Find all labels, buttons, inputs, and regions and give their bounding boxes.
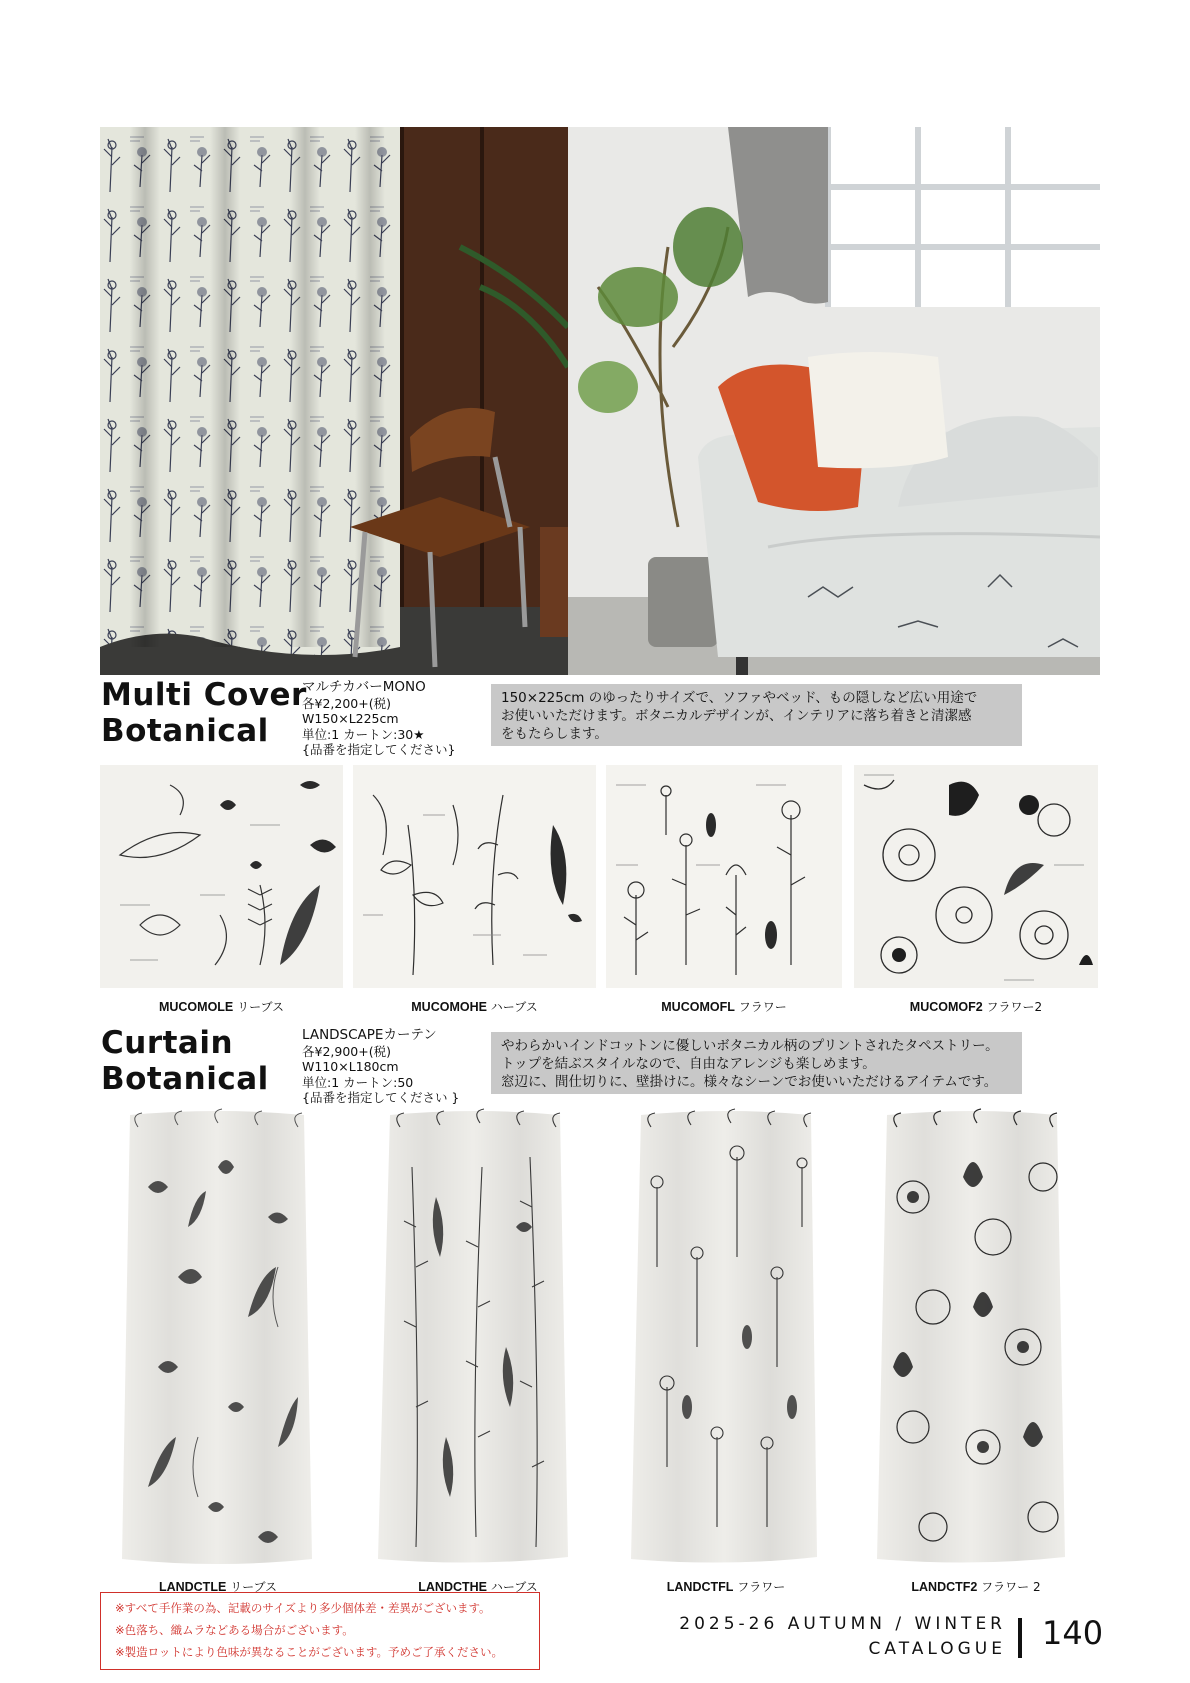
swatch-caption-flower2 <box>854 998 1098 1015</box>
section1-unit: 単位:1 カートン:30★ <box>302 726 425 742</box>
hero-photo-curtain-chair <box>100 127 568 675</box>
variant-code: MUCOMOF2 <box>909 1000 983 1014</box>
section1-title-line1: Multi Cover <box>101 677 307 713</box>
section1-description-line1: 150×225cm のゆったりサイズで、ソファやベッド、もの隠しなど広い用途で <box>501 690 978 706</box>
swatch-flower <box>606 765 842 988</box>
section2-title-line2: Botanical <box>101 1061 269 1097</box>
section1-description-line3: をもたらします。 <box>501 726 608 742</box>
section2-title-line1: Curtain <box>101 1025 234 1061</box>
swatch-caption-herbs <box>353 998 596 1015</box>
curtain-caption-flower <box>608 1578 844 1595</box>
section1-title-line2: Botanical <box>101 713 269 749</box>
section2-size: W110×L180cm <box>302 1059 399 1074</box>
page-divider <box>1018 1618 1022 1658</box>
variant-code: LANDCTF2 <box>911 1580 978 1594</box>
section1-title <box>101 677 307 749</box>
swatch-caption-flower <box>606 998 842 1015</box>
notes-box <box>100 1592 540 1670</box>
section2-title <box>101 1025 269 1097</box>
variant-label: フラワー2 <box>986 1000 1043 1014</box>
section2-product-name: LANDSCAPEカーテン <box>302 1027 437 1043</box>
variant-label: リーブス <box>237 1000 285 1014</box>
variant-label: リーブス <box>230 1580 278 1594</box>
section1-price: 各¥2,200+(税) <box>302 695 391 711</box>
section1-size: W150×L225cm <box>302 711 399 726</box>
section1-product-name: マルチカバーMONO <box>302 679 426 695</box>
variant-code: LANDCTHE <box>418 1580 487 1594</box>
note-line3: ※製造ロットにより色味が異なることがございます。予めご了承ください。 <box>115 1645 503 1659</box>
swatch-leaves <box>100 765 343 988</box>
variant-label: ハーブス <box>490 1580 538 1594</box>
variant-label: フラワー <box>738 1000 787 1014</box>
note-line1: ※すべて手作業の為、記載のサイズより多少個体差・差異がございます。 <box>115 1601 491 1615</box>
section2-description-line3: 窓辺に、間仕切りに、壁掛けに。様々なシーンでお使いいただけるアイテムです。 <box>501 1074 998 1090</box>
curtain-herbs <box>376 1107 574 1567</box>
swatch-herbs <box>353 765 596 988</box>
variant-code: MUCOMOFL <box>661 1000 735 1014</box>
variant-label: フラワー <box>737 1580 786 1594</box>
variant-code: MUCOMOHE <box>411 1000 487 1014</box>
section2-spec <box>302 1028 459 1106</box>
section2-description-line1: やわらかいインドコットンに優しいボタニカル柄のプリントされたタペストリー。 <box>501 1038 999 1054</box>
section2-description-line2: トップを結ぶスタイルなので、自由なアレンジも楽しめます。 <box>501 1056 876 1072</box>
catalog-season: 2025-26 AUTUMN / WINTER <box>679 1614 1006 1634</box>
swatch-flower2 <box>854 765 1098 988</box>
catalog-label <box>640 1612 1006 1662</box>
variant-code: LANDCTLE <box>158 1580 227 1594</box>
hero-photo-sofa <box>568 127 1100 675</box>
curtain-caption-flower2 <box>858 1578 1094 1595</box>
section1-description-line2: お使いいただけます。ボタニカルデザインが、インテリアに落ち着きと清潔感 <box>501 708 972 724</box>
section1-spec <box>302 680 455 758</box>
curtain-flower2 <box>873 1107 1071 1567</box>
variant-label: ハーブス <box>490 1000 538 1014</box>
variant-label: フラワー 2 <box>981 1580 1041 1594</box>
variant-code: LANDCTFL <box>666 1580 734 1594</box>
section2-unit: 単位:1 カートン:50 <box>302 1074 414 1090</box>
catalog-word: CATALOGUE <box>868 1639 1006 1659</box>
section1-order-note: {品番を指定してください} <box>302 742 456 757</box>
curtain-flower <box>627 1107 825 1567</box>
curtain-leaves <box>118 1107 316 1567</box>
section2-price: 各¥2,900+(税) <box>302 1043 391 1059</box>
variant-code: MUCOMOLE <box>158 1000 234 1014</box>
note-line2: ※色落ち、織ムラなどある場合がございます。 <box>115 1623 354 1637</box>
swatch-caption-leaves <box>100 998 343 1015</box>
section2-order-note: {品番を指定してください } <box>302 1090 460 1105</box>
page-number: 140 <box>1042 1614 1104 1652</box>
section1-description-box <box>491 684 1022 746</box>
section2-description-box <box>491 1032 1022 1094</box>
